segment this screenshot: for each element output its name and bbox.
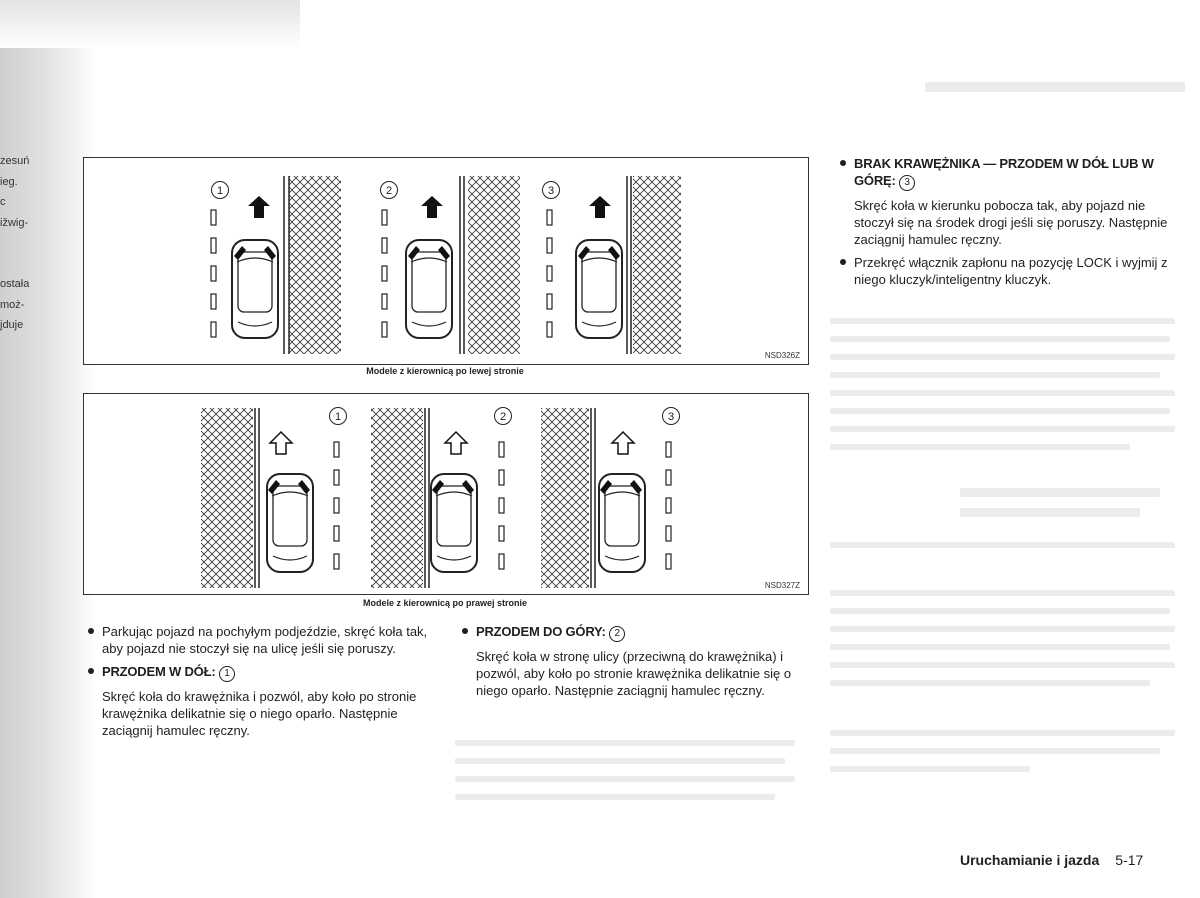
gutter-fragment	[0, 237, 40, 258]
binding-shadow	[0, 0, 95, 898]
middle-text-column	[462, 623, 812, 705]
left-text-column	[88, 623, 433, 745]
page-footer	[960, 852, 1143, 868]
parking-diagram-bottom	[84, 394, 808, 594]
heading-text: PRZODEM DO GÓRY:	[476, 624, 606, 639]
bullet-paragraph: Parkując pojazd na pochyłym podjeździe, skręć koła tak, aby pojazd nie stoczył się na ulicę jeśli się poruszy.	[88, 623, 433, 657]
circle-number-2: 2	[385, 185, 393, 197]
gutter-fragment: ižwig-	[0, 216, 29, 229]
gutter-text-fragments	[0, 155, 40, 340]
heading-text: BRAK KRAWĘŻNIKA — PRZODEM W DÓŁ LUB W GÓRĘ:	[854, 156, 1154, 188]
right-text-column	[840, 155, 1188, 294]
figure-caption: Modele z kierownicą po lewej stronie	[366, 366, 524, 376]
section-heading	[462, 623, 812, 642]
figure-caption: Modele z kierownicą po prawej stronie	[362, 598, 528, 608]
panel-front-down	[211, 176, 341, 354]
gutter-fragment: jduje	[0, 319, 24, 331]
panel-front-up-rhd	[371, 408, 512, 589]
gutter-fragment: zesuń	[0, 155, 30, 167]
paragraph: Skręć koła do krawężnika i pozwól, aby koło po stronie krawężnika delikatnie się o niego oparło. Następnie zaciągnij hamulec ręczny.	[102, 689, 417, 738]
paragraph: Skręć koła w stronę ulicy (przeciwną do krawężnika) i pozwól, aby koło po stronie krawężnika delikatnie się o niego oparło. Następnie zaciągnij hamulec ręczny.	[476, 649, 792, 698]
circle-number-1: 1	[334, 411, 342, 423]
bullet-paragraph: Przekręć włącznik zapłonu na pozycję LOCK i wyjmij z niego kluczyk/inteligentny kluczyk.	[840, 254, 1188, 288]
gutter-fragment: ostała	[0, 278, 30, 290]
circle-number: 2	[609, 626, 625, 642]
section-heading	[88, 663, 433, 682]
figure-code: NSD327Z	[764, 581, 800, 590]
panel-front-up	[381, 176, 521, 354]
panel-front-down-rhd	[201, 408, 347, 589]
circle-number-2: 2	[499, 411, 507, 423]
gutter-fragment: ieg.	[0, 175, 18, 188]
section-heading	[840, 155, 1188, 191]
circle-number: 1	[219, 666, 235, 682]
parking-diagram-top	[84, 158, 808, 364]
figure-code: NSD326Z	[764, 351, 800, 360]
gutter-fragment: c	[0, 196, 6, 208]
circle-number-3: 3	[547, 185, 555, 197]
gutter-fragment	[0, 258, 40, 279]
circle-number-3: 3	[667, 411, 675, 423]
panel-no-curb	[543, 176, 682, 354]
figure-right-hand-drive	[83, 393, 809, 595]
circle-number: 3	[899, 175, 915, 191]
top-shadow	[0, 0, 300, 48]
heading-text: PRZODEM W DÓŁ:	[102, 664, 216, 679]
paragraph: Skręć koła w kierunku pobocza tak, aby pojazd nie stoczył się na środek drogi jeśli się poruszy. Następnie zaciągnij hamulec ręczny.	[854, 198, 1168, 247]
panel-no-curb-rhd	[541, 408, 680, 589]
gutter-fragment: moż-	[0, 298, 25, 311]
circle-number-1: 1	[216, 185, 224, 197]
page-number: 5-17	[1115, 852, 1144, 868]
figure-left-hand-drive	[83, 157, 809, 365]
section-name: Uruchamianie i jazda	[960, 852, 1100, 868]
